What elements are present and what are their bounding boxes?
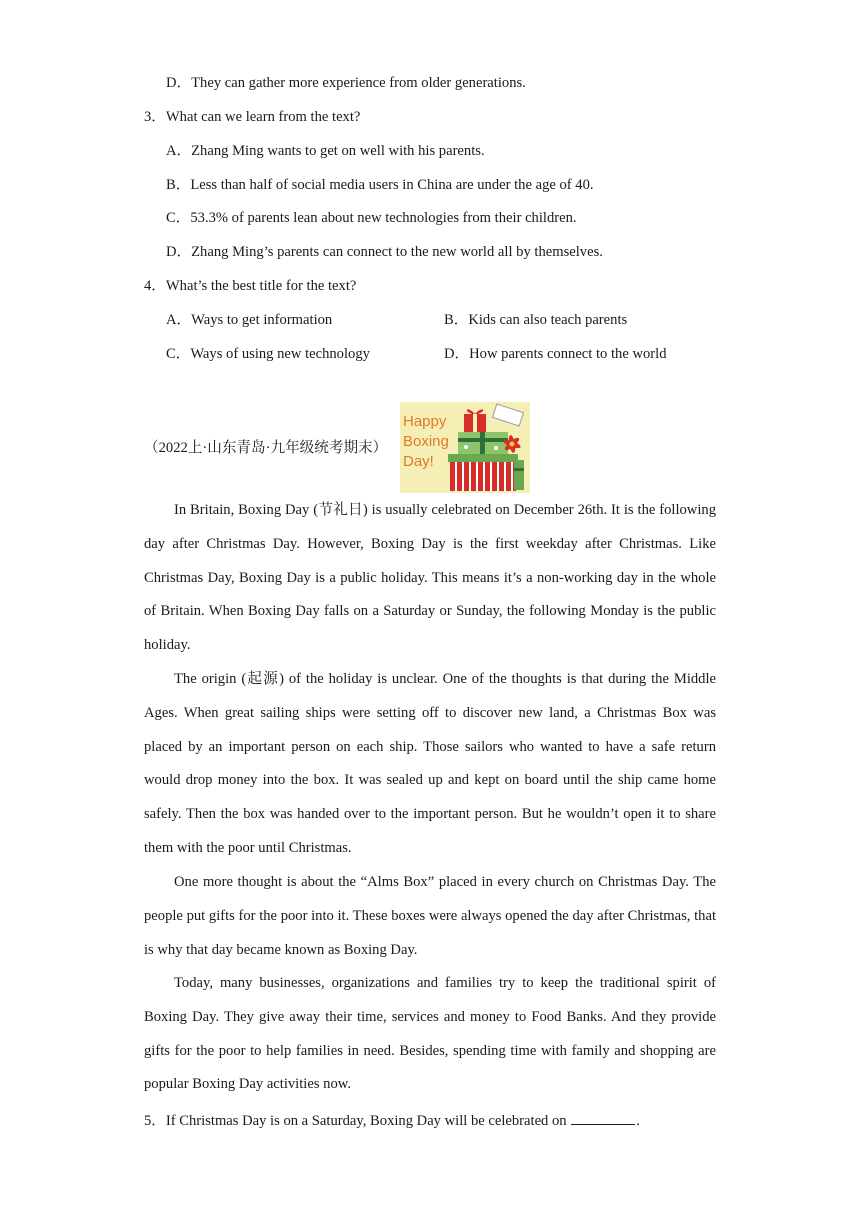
q4-option-a: A．Ways to get information xyxy=(166,312,333,328)
q4-option-c: C．Ways of using new technology xyxy=(166,346,370,362)
illustration-text-day: Day! xyxy=(403,453,434,470)
answer-blank[interactable] xyxy=(571,1110,635,1125)
q3-stem: 3．What can we learn from the text? xyxy=(144,109,361,125)
q5-stem-text: 5．If Christmas Day is on a Saturday, Boxing Day will be celebrated on xyxy=(144,1113,567,1129)
illustration-text-boxing: Boxing xyxy=(403,433,449,450)
q4-stem: 4．What’s the best title for the text? xyxy=(144,278,357,294)
q3-option-a: A．Zhang Ming wants to get on well with his parents. xyxy=(166,143,485,159)
passage-paragraph-2: The origin (起源) of the holiday is unclear. One of the thoughts is that during the Middle Ages. When great sailing ships were setting off to discover new land, a Christmas Box was placed by an important person on each ship. Those sailors who wanted to have a safe return would drop money into the box. It was sealed up and kept on board until the ship came home safely. Then the box was handed over to the important person. But he wouldn’t open it to share them with the poor until Christmas. xyxy=(144,671,716,856)
q3-option-d: D．Zhang Ming’s parents can connect to the new world all by themselves. xyxy=(166,244,603,260)
illustration-text-happy: Happy xyxy=(403,413,447,430)
q5-stem xyxy=(144,1110,640,1131)
passage-paragraph-3: One more thought is about the “Alms Box” placed in every church on Christmas Day. The people put gifts for the poor into it. These boxes were always opened the day after Christmas, that is why that day became known as Boxing Day. xyxy=(144,874,716,958)
boxing-day-illustration xyxy=(400,402,530,493)
passage-source-label: （2022上·山东青岛·九年级统考期末） xyxy=(144,440,388,456)
q4-option-b: B．Kids can also teach parents xyxy=(444,312,628,328)
q3-option-c: C．53.3% of parents lean about new technologies from their children. xyxy=(166,210,577,226)
passage-paragraph-4: Today, many businesses, organizations and families try to keep the traditional spirit of Boxing Day. They give away their time, services and money to Food Banks. And they provide gifts for the poor to help families in need. Besides, spending time with family and shopping are popular Boxing Day activities now. xyxy=(144,975,716,1093)
q4-option-d: D．How parents connect to the world xyxy=(444,346,667,362)
q5-stem-end: . xyxy=(636,1113,640,1129)
gift-boxes-icon xyxy=(400,402,530,493)
q3-option-b: B．Less than half of social media users in China are under the age of 40. xyxy=(166,177,594,193)
q2-option-d: D．They can gather more experience from older generations. xyxy=(166,75,526,91)
passage-paragraph-1: In Britain, Boxing Day (节礼日) is usually celebrated on December 26th. It is the following day after Christmas Day. However, Boxing Day is the first weekday after Christmas. Like Christmas Day, Boxing Day is a public holiday. This means it’s a non-working day in the whole of Britain. When Boxing Day falls on a Saturday or Sunday, the following Monday is the public holiday. xyxy=(144,502,716,654)
